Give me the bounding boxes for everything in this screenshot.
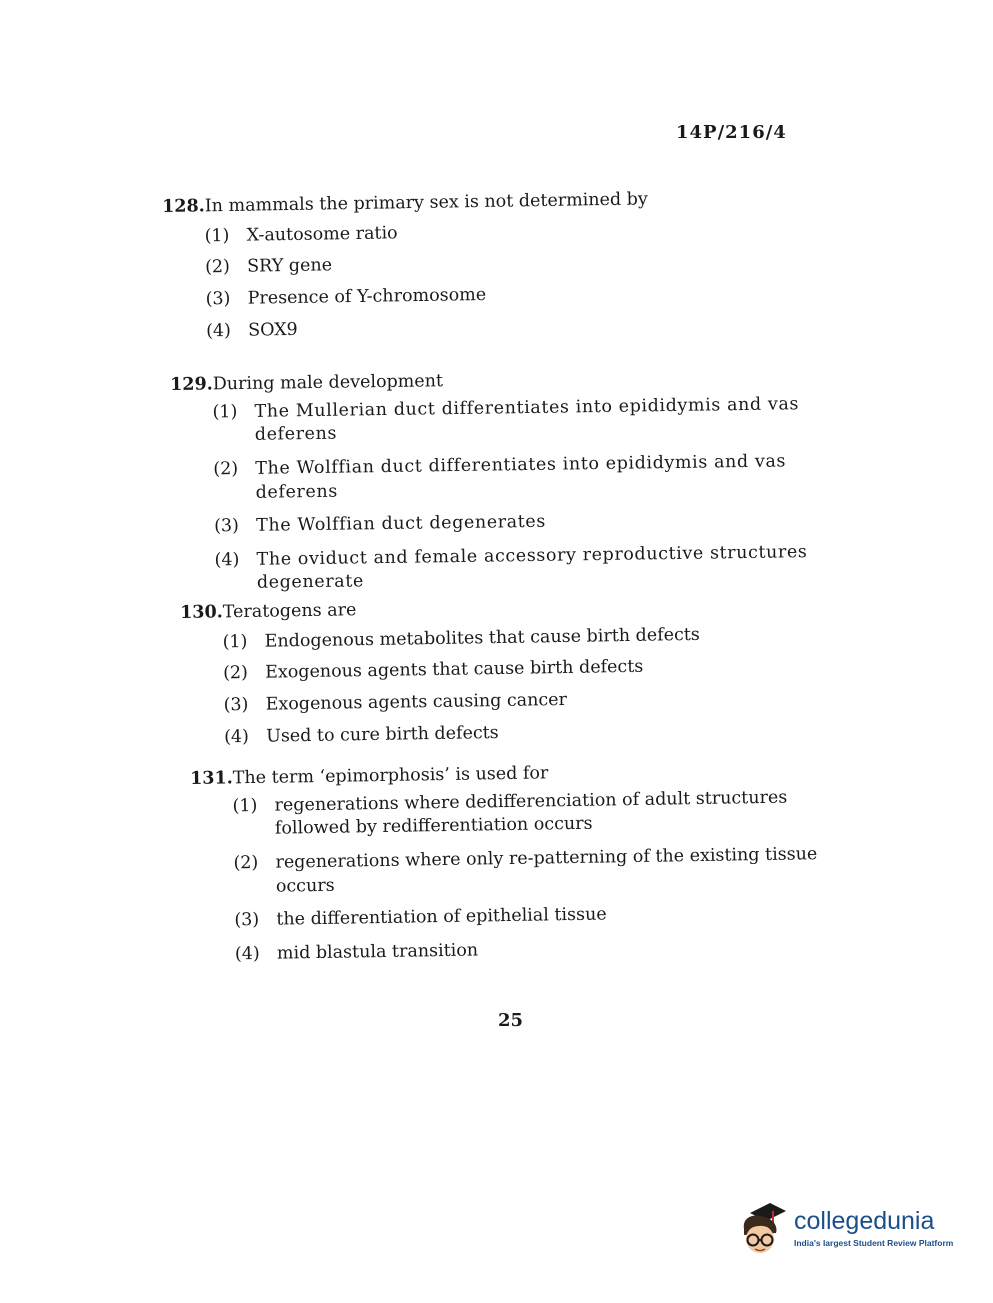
option-1 <box>232 786 831 843</box>
option-number: (2) <box>233 852 259 874</box>
option-number: (1) <box>232 795 258 816</box>
page-code: 14P/216/4 <box>676 122 787 143</box>
option-text: X-autosome ratio <box>246 222 398 246</box>
option-3 <box>205 280 703 311</box>
option-number: (3) <box>234 910 260 931</box>
collegedunia-logo <box>736 1196 966 1260</box>
question-text: Teratogens are <box>222 600 357 623</box>
option-text: The Mullerian duct differentiates into epididymis and vas deferens <box>254 393 800 446</box>
question-number: 131. <box>190 768 233 789</box>
option-text: Endogenous metabolites that cause birth defects <box>264 624 700 652</box>
logo-text <box>794 1206 954 1248</box>
option-text: The oviduct and female accessory reproductive structures degenerate <box>256 541 808 594</box>
option-4 <box>224 718 722 749</box>
option-3 <box>223 686 721 717</box>
option-2 <box>223 655 721 686</box>
option-number: (1) <box>212 401 238 423</box>
question-stem <box>162 188 702 220</box>
logo-name: collegedunia <box>794 1206 935 1235</box>
option-text: regenerations where only re-patterning of the existing tissue occurs <box>275 844 818 897</box>
option-text: Exogenous agents causing cancer <box>265 689 568 715</box>
option-text: The Wolffian duct differentiates into epididymis and vas deferens <box>255 451 787 503</box>
option-3 <box>214 507 812 539</box>
option-number: (3) <box>223 694 249 716</box>
option-number: (4) <box>214 549 240 571</box>
option-3 <box>234 900 832 933</box>
option-text: Exogenous agents that cause birth defects <box>264 656 644 683</box>
option-1 <box>212 393 811 449</box>
question-130 <box>180 594 722 759</box>
option-4 <box>206 312 704 343</box>
question-number: 128. <box>162 196 205 217</box>
option-text: SRY gene <box>246 255 333 277</box>
question-text: In mammals the primary sex is not determined by <box>204 189 648 217</box>
option-text: The Wolffian duct degenerates <box>255 511 547 536</box>
question-129 <box>170 365 813 607</box>
option-number: (3) <box>213 516 240 537</box>
option-number: (1) <box>222 631 248 652</box>
option-number: (4) <box>205 320 232 341</box>
option-number: (2) <box>222 663 249 684</box>
option-number: (2) <box>213 458 239 480</box>
question-number: 129. <box>170 374 213 395</box>
question-131 <box>190 758 833 977</box>
option-text: SOX9 <box>247 319 298 341</box>
question-text: The term ‘epimorphosis’ is used for <box>232 763 549 789</box>
option-text: the differentiation of epithelial tissue <box>276 904 607 930</box>
option-number: (1) <box>204 225 230 246</box>
question-number: 130. <box>180 602 223 623</box>
option-text: Presence of Y-chromosome <box>247 284 487 309</box>
logo-tagline: India's largest Student Review Platform <box>794 1237 954 1248</box>
option-4 <box>214 541 813 597</box>
page-number: 25 <box>498 1010 524 1031</box>
question-text: During male development <box>212 371 444 395</box>
option-number: (4) <box>223 726 250 747</box>
option-number: (3) <box>205 288 231 310</box>
graduate-face-icon <box>736 1199 790 1257</box>
option-4 <box>235 934 833 967</box>
option-number: (2) <box>204 257 231 278</box>
option-2 <box>205 249 703 280</box>
option-number: (4) <box>234 943 260 965</box>
option-2 <box>233 843 832 900</box>
option-text: mid blastula transition <box>276 940 479 964</box>
option-1 <box>222 623 720 654</box>
question-stem <box>170 365 810 398</box>
option-2 <box>213 450 812 506</box>
option-1 <box>204 217 702 248</box>
option-text: Used to cure birth defects <box>265 722 499 747</box>
option-text: regenerations where dedifferenciation of adult structures followed by redifferentiation occurs <box>274 787 788 839</box>
question-128 <box>162 188 704 353</box>
